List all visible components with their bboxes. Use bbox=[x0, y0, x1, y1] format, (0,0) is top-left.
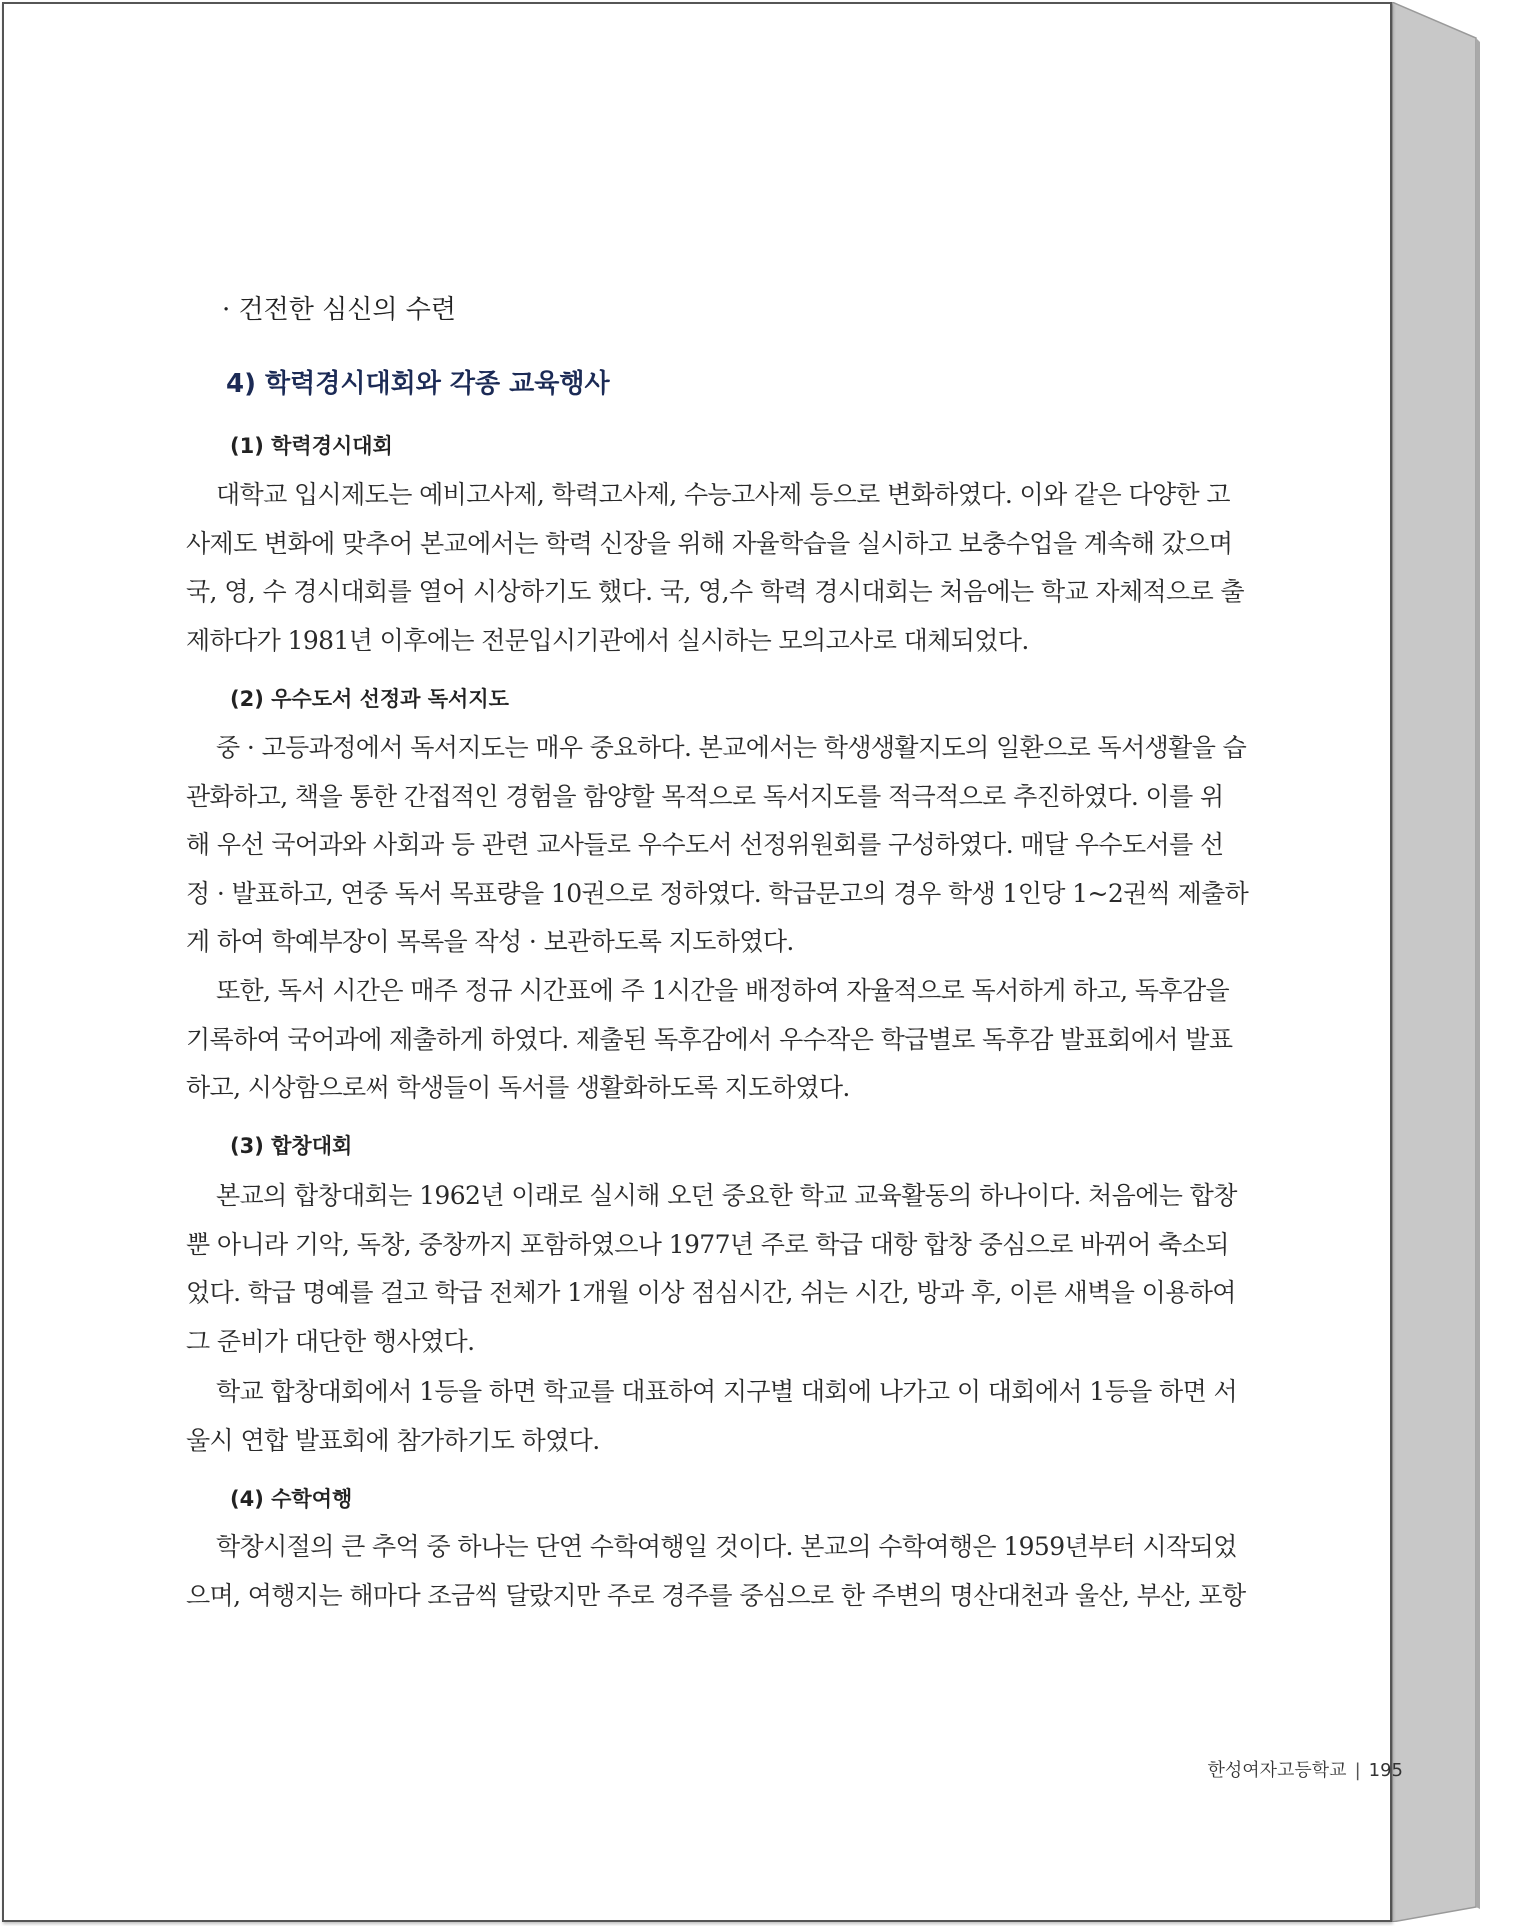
page-block-edge bbox=[1392, 2, 1482, 1922]
text-line: 국, 영, 수 경시대회를 열어 시상하기도 했다. 국, 영,수 학력 경시대회는 처음에는 학교 자체적으로 출 bbox=[186, 577, 1245, 606]
text-line: 또한, 독서 시간은 매주 정규 시간표에 주 1시간을 배정하여 자율적으로 독서하게 하고, 독후감을 bbox=[216, 976, 1230, 1005]
text-line: 대학교 입시제도는 예비고사제, 학력고사제, 수능고사제 등으로 변화하였다. 이와 같은 다양한 고 bbox=[216, 480, 1230, 509]
text-line: 기록하여 국어과에 제출하게 하였다. 제출된 독후감에서 우수작은 학급별로 독후감 발표회에서 발표 bbox=[186, 1024, 1233, 1054]
text-line: 정 · 발표하고, 연중 독서 목표량을 10권으로 정하였다. 학급문고의 경우 학생 1인당 1~2권씩 제출하 bbox=[186, 878, 1249, 908]
text-line: 뿐 아니라 기악, 독창, 중창까지 포함하였으나 1977년 주로 학급 대항 합창 중심으로 바뀌어 축소되 bbox=[186, 1229, 1229, 1259]
text-line: 관화하고, 책을 통한 간접적인 경험을 함양할 목적으로 독서지도를 적극적으로 추진하였다. 이를 위 bbox=[186, 781, 1224, 811]
text-line: 해 우선 국어과와 사회과 등 관련 교사들로 우수도서 선정위원회를 구성하였다. 매달 우수도서를 선 bbox=[186, 830, 1224, 859]
footer-school-name: 한성여자고등학교 bbox=[1207, 1760, 1347, 1781]
footer-separator: | bbox=[1354, 1760, 1361, 1781]
text-line: 본교의 합창대회는 1962년 이래로 실시해 오던 중요한 학교 교육활동의 하나이다. 처음에는 합창 bbox=[216, 1181, 1237, 1210]
text-line: 게 하여 학예부장이 목록을 작성 · 보관하도록 지도하였다. bbox=[186, 927, 794, 956]
paragraph bbox=[186, 1172, 1237, 1366]
text-line: 었다. 학급 명예를 걸고 학급 전체가 1개월 이상 점심시간, 쉬는 시간, 방과 후, 이른 새벽을 이용하여 bbox=[186, 1278, 1236, 1307]
text-line: 으며, 여행지는 해마다 조금씩 달랐지만 주로 경주를 중심으로 한 주변의 명산대천과 울산, 부산, 포항 bbox=[186, 1580, 1246, 1610]
text-line: 사제도 변화에 맞추어 본교에서는 학력 신장을 위해 자율학습을 실시하고 보충수업을 계속해 갔으며 bbox=[186, 528, 1233, 558]
subsection-title: (3) 합창대회 bbox=[230, 1134, 353, 1158]
text-line: 그 준비가 대단한 행사였다. bbox=[186, 1326, 475, 1356]
page-number: 195 bbox=[1368, 1760, 1403, 1781]
paragraph bbox=[186, 724, 1249, 967]
paragraph bbox=[186, 471, 1245, 665]
bullet-item: · 건전한 심신의 수련 bbox=[222, 295, 456, 325]
text-line: 제하다가 1981년 이후에는 전문입시기관에서 실시하는 모의고사로 대체되었다. bbox=[186, 625, 1029, 655]
page-footer bbox=[1043, 1756, 1403, 1782]
book-page bbox=[2, 2, 1403, 1922]
section-title: 4) 학력경시대회와 각종 교육행사 bbox=[226, 369, 610, 399]
subsection-title: (2) 우수도서 선정과 독서지도 bbox=[230, 687, 509, 711]
paragraph bbox=[186, 967, 1233, 1113]
paragraph bbox=[186, 1368, 1238, 1465]
text-line: 울시 연합 발표회에 참가하기도 하였다. bbox=[186, 1425, 600, 1455]
subsection-title: (4) 수학여행 bbox=[230, 1487, 353, 1511]
text-line: 중 · 고등과정에서 독서지도는 매우 중요하다. 본교에서는 학생생활지도의 일환으로 독서생활을 습 bbox=[216, 733, 1247, 762]
paragraph bbox=[186, 1523, 1246, 1620]
text-line: 학창시절의 큰 추억 중 하나는 단연 수학여행일 것이다. 본교의 수학여행은 1959년부터 시작되었 bbox=[216, 1532, 1237, 1561]
text-line: 학교 합창대회에서 1등을 하면 학교를 대표하여 지구별 대회에 나가고 이 대회에서 1등을 하면 서 bbox=[216, 1377, 1238, 1406]
text-line: 하고, 시상함으로써 학생들이 독서를 생활화하도록 지도하였다. bbox=[186, 1073, 850, 1102]
subsection-title: (1) 학력경시대회 bbox=[230, 434, 393, 458]
